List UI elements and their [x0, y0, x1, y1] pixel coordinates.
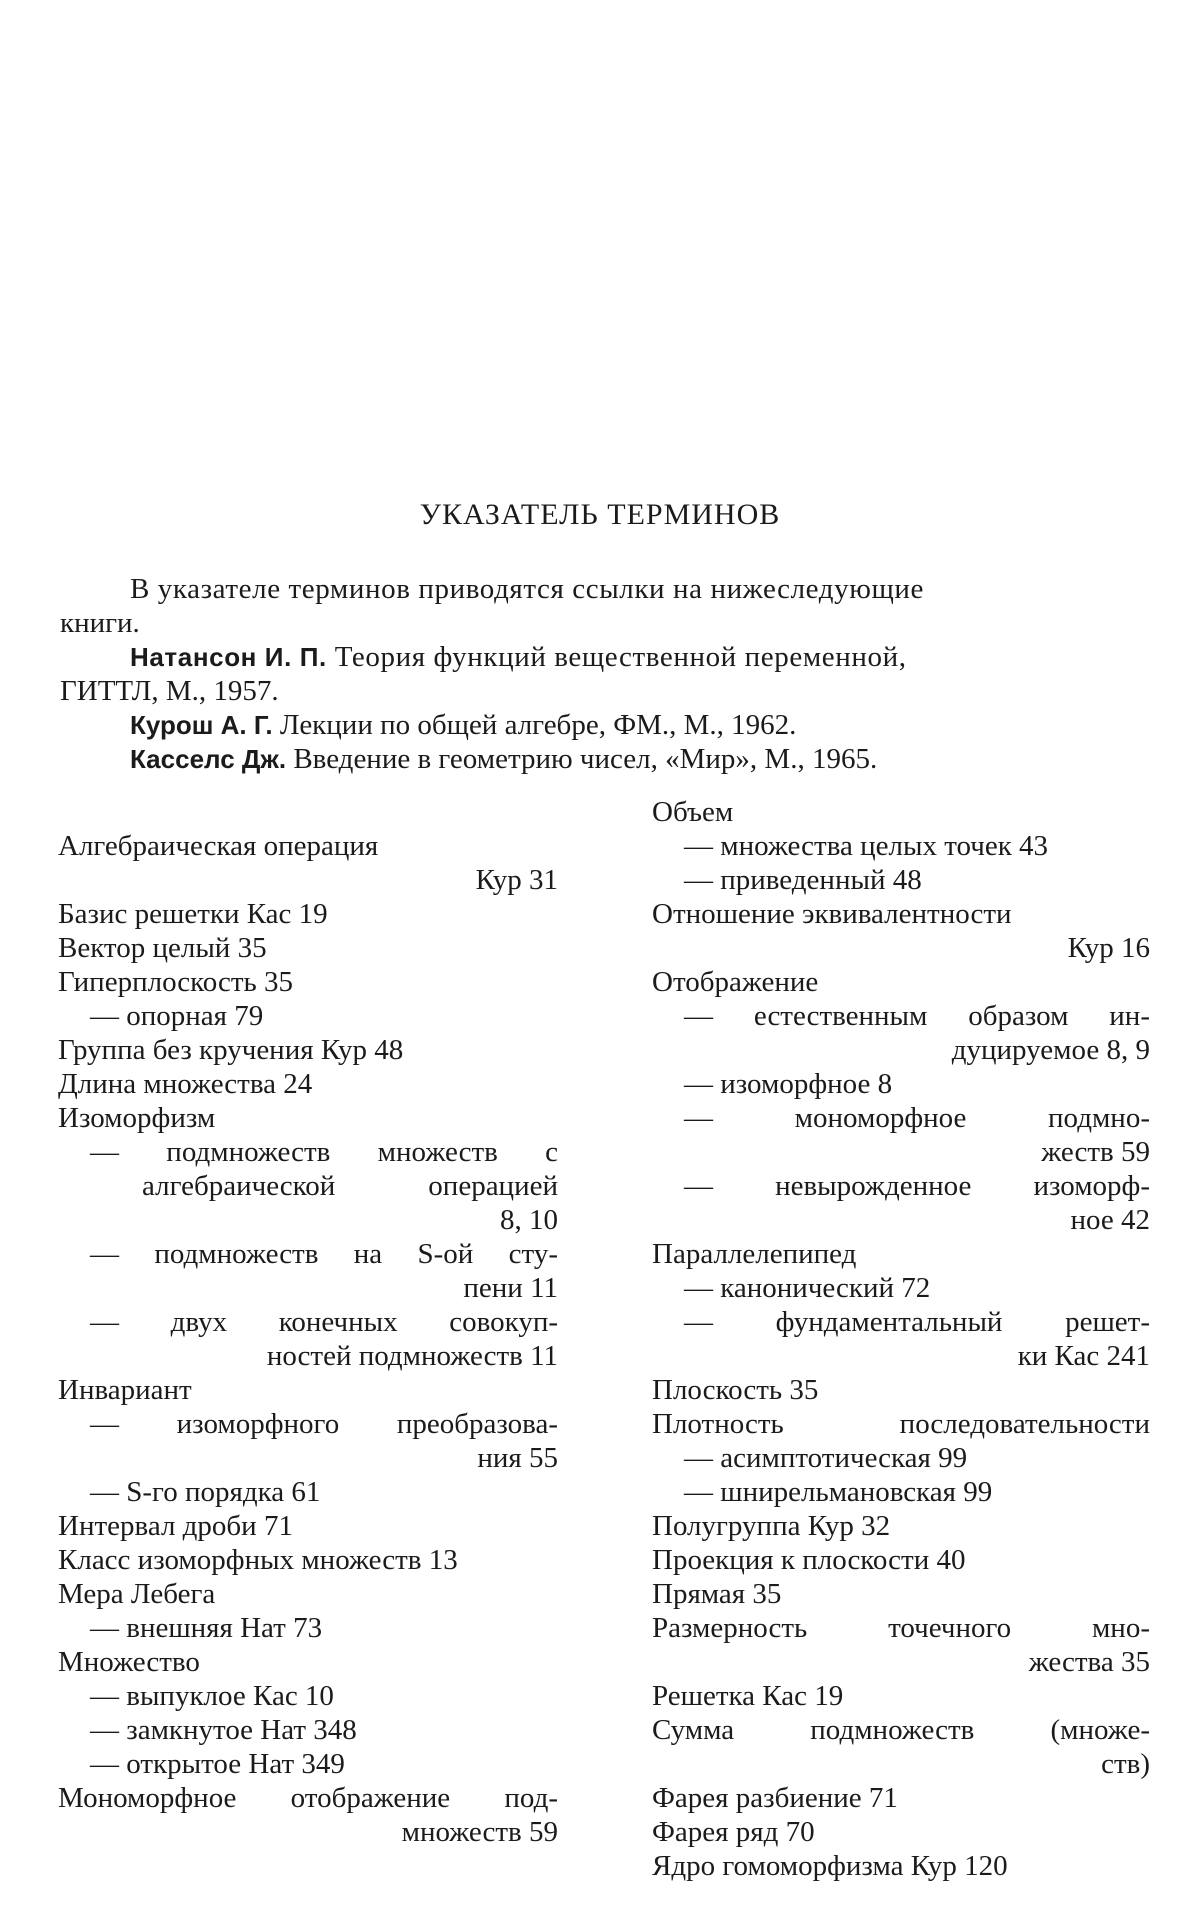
index-column-left — [58, 795, 558, 1849]
index-subentry: — замкнутое Нат 348 — [90, 1714, 357, 1746]
reference-author: Курош А. Г. — [130, 710, 273, 740]
index-subentry-cont: алгебраической операцией — [142, 1170, 558, 1202]
index-subentry-cont: ки Кас 241 — [1017, 1340, 1150, 1372]
intro — [60, 572, 1150, 776]
index-subentry-cont: ностей подмножеств 11 — [266, 1340, 558, 1372]
reference-natanson — [60, 640, 1150, 674]
index-subentry: — невырожденное изоморф- — [684, 1170, 1150, 1202]
index-subentry: — фундаментальный решет- — [684, 1306, 1150, 1338]
index-subentry: — асимптотическая 99 — [684, 1442, 968, 1474]
index-subentry-cont: жеств 59 — [1041, 1136, 1150, 1168]
index-subentry: — подмножеств множеств с — [90, 1136, 558, 1168]
index-subentry: — опорная 79 — [90, 1000, 264, 1032]
index-subentry: — мономорфное подмно- — [684, 1102, 1150, 1134]
reference-cassels — [60, 742, 1150, 776]
reference-author: Натансон И. П. — [130, 642, 327, 672]
index-subentry: — множества целых точек 43 — [684, 830, 1049, 862]
index-subentry: — естественным образом ин- — [684, 1000, 1150, 1032]
reference-cont: ГИТТЛ, М., 1957. — [60, 675, 279, 707]
index-entry: Длина множества 24 — [58, 1068, 313, 1100]
index-entry: Алгебраическая операция — [58, 830, 379, 862]
index-entry: Множество — [58, 1646, 200, 1678]
index-subentry-cont: пени 11 — [463, 1272, 558, 1304]
index-entry-cont: множеств 59 — [401, 1816, 558, 1848]
index-entry: Фарея ряд 70 — [652, 1816, 815, 1848]
index-entry: Плоскость 35 — [652, 1374, 819, 1406]
intro-line-cont: книги. — [60, 607, 140, 639]
spacer — [58, 795, 558, 829]
index-subentry-cont: 8, 10 — [500, 1204, 558, 1236]
index-entry: Проекция к плоскости 40 — [652, 1544, 966, 1576]
index-subentry: — изоморфное 8 — [684, 1068, 893, 1100]
index-entry: Ядро гомоморфизма Кур 120 — [652, 1850, 1008, 1882]
index-entry: Интервал дроби 71 — [58, 1510, 293, 1542]
index-entry: Полугруппа Кур 32 — [652, 1510, 891, 1542]
index-entry: Отображение — [652, 966, 819, 998]
index-entry: Гиперплоскость 35 — [58, 966, 294, 998]
index-entry: Объем — [652, 796, 734, 828]
index-entry: Фарея разбиение 71 — [652, 1782, 898, 1814]
index-entry: Сумма подмножеств (множе- — [652, 1714, 1150, 1746]
index-subentry-cont: ния 55 — [477, 1442, 558, 1474]
index-entry: Класс изоморфных множеств 13 — [58, 1544, 458, 1576]
index-subentry: — канонический 72 — [684, 1272, 931, 1304]
index-entry-cont: Кур 31 — [475, 864, 558, 896]
index-entry: Параллелепипед — [652, 1238, 857, 1270]
index-subentry: — изоморфного преобразова- — [90, 1408, 558, 1440]
reference-kurosh — [60, 708, 1150, 742]
reference-text: Введение в геометрию чисел, «Мир», М., 1965. — [286, 743, 878, 775]
index-entry: Инвариант — [58, 1374, 192, 1406]
index-subentry: — внешняя Нат 73 — [90, 1612, 323, 1644]
reference-text: Теория функций вещественной переменной, — [326, 641, 907, 673]
index-subentry: — двух конечных совокуп- — [90, 1306, 558, 1338]
index-entry: Прямая 35 — [652, 1578, 782, 1610]
index-subentry: — подмножеств на S-ой сту- — [90, 1238, 558, 1270]
index-entry-cont: ств) — [1101, 1748, 1150, 1780]
reference-text: Лекции по общей алгебре, ФМ., М., 1962. — [272, 709, 797, 741]
index-subentry: — приведенный 48 — [684, 864, 922, 896]
index-entry-cont: Кур 16 — [1067, 932, 1150, 964]
index-subentry: — открытое Нат 349 — [90, 1748, 345, 1780]
index-subentry-cont: дуцируемое 8, 9 — [951, 1034, 1150, 1066]
index-subentry: — S-го порядка 61 — [90, 1476, 321, 1508]
index-entry: Размерность точечного мно- — [652, 1612, 1150, 1644]
intro-line: В указателе терминов приводятся ссылки на нижеследующие — [130, 573, 925, 605]
index-entry: Плотность последовательности — [652, 1408, 1150, 1440]
index-entry: Изоморфизм — [58, 1102, 216, 1134]
reference-author: Касселс Дж. — [130, 744, 287, 774]
index-subentry-cont: ное 42 — [1070, 1204, 1150, 1236]
index-column-right — [652, 795, 1150, 1883]
index-entry: Группа без кручения Кур 48 — [58, 1034, 404, 1066]
index-entry: Мономорфное отображение под- — [58, 1782, 558, 1814]
page-title: УКАЗАТЕЛЬ ТЕРМИНОВ — [419, 498, 781, 531]
index-entry: Решетка Кас 19 — [652, 1680, 844, 1712]
index-entry: Мера Лебега — [58, 1578, 216, 1610]
index-entry: Вектор целый 35 — [58, 932, 267, 964]
index-entry: Базис решетки Кас 19 — [58, 898, 328, 930]
index-subentry: — выпуклое Кас 10 — [90, 1680, 334, 1712]
index-subentry: — шнирельмановская 99 — [684, 1476, 993, 1508]
index-entry-cont: жества 35 — [1028, 1646, 1150, 1678]
index-entry: Отношение эквивалентности — [652, 898, 1012, 930]
